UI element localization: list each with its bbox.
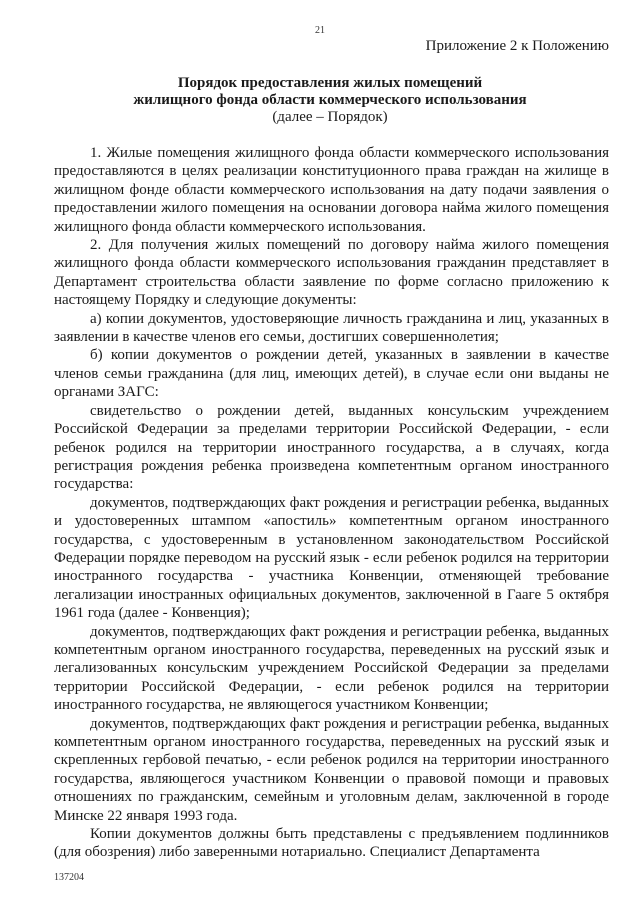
paragraph-2b: б) копии документов о рождении детей, указанных в заявлении в качестве членов семьи гражданина (для лиц, имеющих детей), в случае если они выданы не органами ЗАГС: xyxy=(54,347,609,401)
paragraph-1: 1. Жилые помещения жилищного фонда области коммерческого использования предоставляются в целях реализации конституционного права граждан на жилище в жилищном фонде области коммерческого использования на дату подачи заявления о предоставлении жилого помещения на основании договора найма жилого помещения жилищного фонда области коммерческого использования. xyxy=(54,145,609,235)
title-line-3: (далее – Порядок) xyxy=(272,109,388,125)
paragraph-legalized-documents: документов, подтверждающих факт рождения и регистрации ребенка, выданных компетентным органом иностранного государства, переведенных на русский язык и легализованных консульским учреждением Российской Федерации за пределами территории Российской Федерации, - если ребенок родился на территории иностранного государства, не являющегося участником Конвенции; xyxy=(54,623,609,714)
title-line-2: жилищного фонда области коммерческого использования xyxy=(133,92,527,108)
paragraph-apostille-documents: документов, подтверждающих факт рождения и регистрации ребенка, выданных и удостоверенных штампом «апостиль» компетентным органом иностранного государства, с удостоверенным в установленном законодательством Российской Федерации порядке переводом на русский язык - если ребенок родился на территории иностранного государства - участника Конвенции, отменяющей требование легализации иностранных официальных документов, заключенной в Гааге 5 октября 1961 года (далее - Конвенция); xyxy=(54,494,609,622)
document-body xyxy=(54,144,609,862)
page-number: 21 xyxy=(315,25,325,36)
paragraph-2: 2. Для получения жилых помещений по договору найма жилого помещения жилищного фонда области коммерческого использования гражданин представляет в Департамент строительства области заявление по форме согласно приложению к настоящему Порядку и следующие документы: xyxy=(54,237,609,309)
paragraph-2a: а) копии документов, удостоверяющие личность гражданина и лиц, указанных в заявлении в качестве членов его семьи, достигших совершеннолетия; xyxy=(54,310,609,346)
paragraph-minsk-convention-documents: документов, подтверждающих факт рождения и регистрации ребенка, выданных компетентным органом иностранного государства, переведенных на русский язык и скрепленных гербовой печатью, - если ребенок родился на территории иностранного государства, являющегося участником Конвенции о правовой помощи и правовых отношениях по гражданским, семейным и уголовным делам, заключенной в городе Минске 22 января 1993 года. xyxy=(54,715,609,824)
paragraph-birth-certificate: свидетельство о рождении детей, выданных консульским учреждением Российской Федерации за пределами территории Российской Федерации, - если ребенок родился на территории иностранного государства, а в случаях, когда регистрация рождения ребенка произведена компетентным органом иностранного государства: xyxy=(54,402,609,493)
document-code: 137204 xyxy=(54,872,84,883)
appendix-reference: Приложение 2 к Положению xyxy=(425,38,609,54)
document-title xyxy=(40,75,620,126)
paragraph-copies-requirement: Копии документов должны быть представлены с предъявлением подлинников (для обозрения) либо заверенными нотариально. Специалист Департамента xyxy=(54,826,609,861)
title-line-1: Порядок предоставления жилых помещений xyxy=(177,75,483,91)
